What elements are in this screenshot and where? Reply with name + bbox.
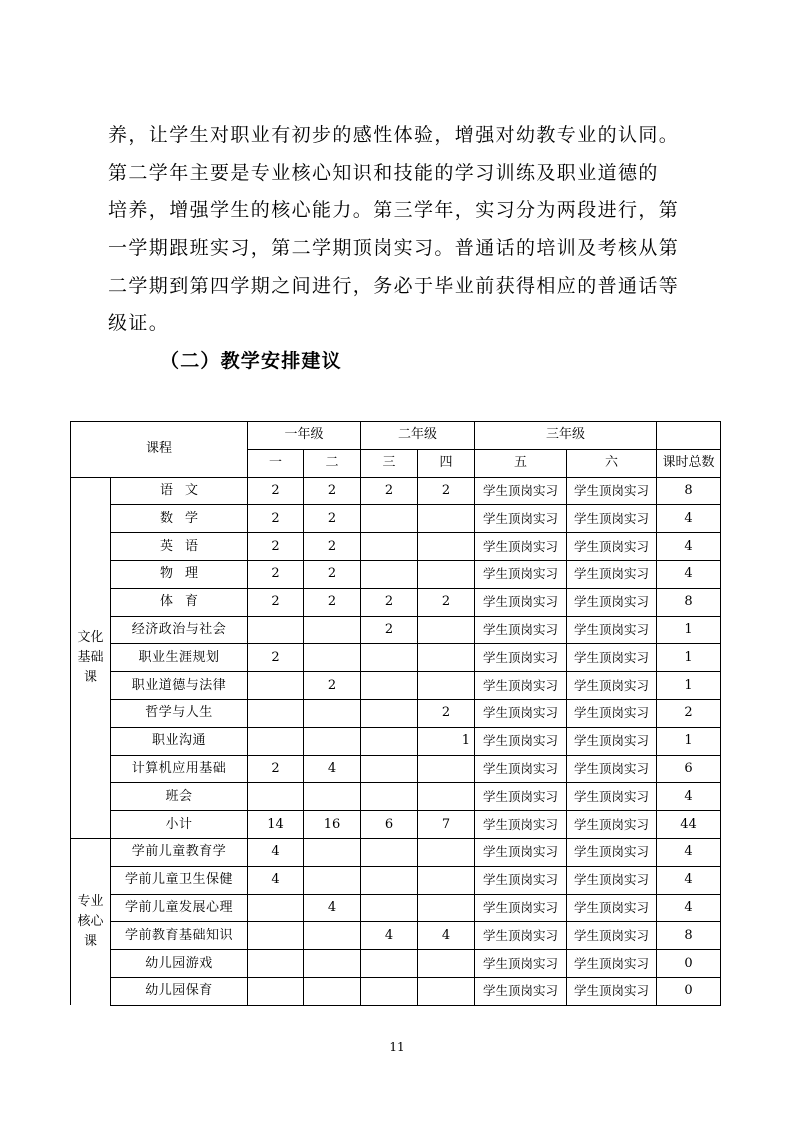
course-name-cell: 哲学与人生 [111, 699, 248, 727]
table-row [71, 866, 721, 894]
category-label-line: 文化 [77, 629, 104, 645]
table-row [71, 922, 721, 950]
total-hours-header: 课时总数 [657, 449, 721, 477]
total-hours-cell: 4 [657, 838, 721, 866]
course-name-cell: 学前儿童教育学 [111, 838, 248, 866]
hours-cell: 2 [304, 588, 361, 616]
hours-cell: 2 [361, 477, 418, 505]
hours-cell [418, 783, 475, 811]
table-row [71, 977, 721, 1005]
table-row [71, 644, 721, 672]
term-header: 五 [475, 449, 567, 477]
hours-cell [304, 838, 361, 866]
total-hours-cell: 44 [657, 811, 721, 839]
course-name-cell: 小计 [111, 811, 248, 839]
table-row [71, 783, 721, 811]
practice-cell: 学生顶岗实习 [475, 977, 567, 1005]
practice-cell: 学生顶岗实习 [567, 616, 657, 644]
practice-cell: 学生顶岗实习 [567, 533, 657, 561]
practice-cell: 学生顶岗实习 [475, 672, 567, 700]
paragraph-line: 培养，增强学生的核心能力。第三学年，实习分为两段进行，第 [108, 199, 680, 222]
hours-cell: 14 [248, 811, 304, 839]
practice-cell: 学生顶岗实习 [567, 894, 657, 922]
hours-cell: 2 [361, 588, 418, 616]
course-header: 课程 [71, 422, 248, 478]
hours-cell [304, 616, 361, 644]
total-hours-cell: 0 [657, 977, 721, 1005]
table-row [71, 560, 721, 588]
hours-cell: 2 [248, 560, 304, 588]
hours-cell: 7 [418, 811, 475, 839]
table-body [71, 422, 721, 1006]
practice-cell: 学生顶岗实习 [475, 560, 567, 588]
hours-cell [361, 505, 418, 533]
practice-cell: 学生顶岗实习 [567, 644, 657, 672]
hours-cell: 4 [248, 866, 304, 894]
hours-cell [248, 699, 304, 727]
year3-header: 三年级 [475, 422, 657, 450]
practice-cell: 学生顶岗实习 [567, 977, 657, 1005]
practice-cell: 学生顶岗实习 [475, 922, 567, 950]
total-hours-cell: 8 [657, 588, 721, 616]
course-name-cell: 学前教育基础知识 [111, 922, 248, 950]
course-name-cell: 经济政治与社会 [111, 616, 248, 644]
practice-cell: 学生顶岗实习 [475, 505, 567, 533]
hours-cell: 2 [248, 644, 304, 672]
hours-cell: 2 [418, 699, 475, 727]
table-row [71, 727, 721, 755]
hours-cell [248, 950, 304, 978]
practice-cell: 学生顶岗实习 [475, 950, 567, 978]
hours-cell: 2 [304, 505, 361, 533]
hours-cell [361, 533, 418, 561]
hours-cell [248, 616, 304, 644]
teaching-schedule-table [70, 421, 721, 1006]
table-row [71, 477, 721, 505]
practice-cell: 学生顶岗实习 [567, 866, 657, 894]
year2-header: 二年级 [361, 422, 475, 450]
hours-cell: 4 [418, 922, 475, 950]
hours-cell: 2 [304, 533, 361, 561]
hours-cell [248, 894, 304, 922]
practice-cell: 学生顶岗实习 [567, 588, 657, 616]
course-name-cell: 职业生涯规划 [111, 644, 248, 672]
hours-cell [248, 672, 304, 700]
table-row [71, 811, 721, 839]
paragraph-line: 第二学年主要是专业核心知识和技能的学习训练及职业道德的 [108, 161, 659, 184]
total-hours-cell: 4 [657, 560, 721, 588]
hours-cell: 6 [361, 811, 418, 839]
course-name-cell: 物理 [111, 560, 248, 588]
page-number: 11 [389, 1040, 405, 1054]
hours-cell: 2 [304, 672, 361, 700]
hours-cell [248, 922, 304, 950]
term-header: 三 [361, 449, 418, 477]
total-hours-cell: 8 [657, 477, 721, 505]
hours-cell [304, 950, 361, 978]
table-row [71, 894, 721, 922]
practice-cell: 学生顶岗实习 [567, 727, 657, 755]
hours-cell [418, 838, 475, 866]
body-paragraph [108, 117, 708, 343]
year1-header: 一年级 [248, 422, 361, 450]
hours-cell [361, 727, 418, 755]
hours-cell [304, 783, 361, 811]
hours-cell: 2 [248, 505, 304, 533]
core-category-cell [71, 838, 111, 1005]
table-row [71, 616, 721, 644]
term-header: 一 [248, 449, 304, 477]
practice-cell: 学生顶岗实习 [475, 755, 567, 783]
total-hours-cell: 1 [657, 672, 721, 700]
total-hours-cell: 2 [657, 699, 721, 727]
course-name-cell: 数学 [111, 505, 248, 533]
hours-cell [361, 699, 418, 727]
practice-cell: 学生顶岗实习 [475, 699, 567, 727]
term-header: 二 [304, 449, 361, 477]
hours-cell [361, 977, 418, 1005]
hours-cell [418, 950, 475, 978]
practice-cell: 学生顶岗实习 [567, 922, 657, 950]
paragraph-line: 养，让学生对职业有初步的感性体验，增强对幼教专业的认同。 [108, 124, 680, 146]
course-name-cell: 英语 [111, 533, 248, 561]
empty-header-cell [657, 422, 721, 450]
hours-cell [418, 533, 475, 561]
hours-cell [304, 977, 361, 1005]
category-label-line: 核心 [77, 914, 104, 930]
total-hours-cell: 4 [657, 533, 721, 561]
hours-cell [418, 866, 475, 894]
hours-cell: 4 [304, 755, 361, 783]
total-hours-cell: 6 [657, 755, 721, 783]
practice-cell: 学生顶岗实习 [567, 560, 657, 588]
hours-cell: 4 [304, 894, 361, 922]
practice-cell: 学生顶岗实习 [567, 505, 657, 533]
hours-cell [304, 699, 361, 727]
category-label-line: 专业 [77, 894, 104, 910]
hours-cell: 2 [304, 560, 361, 588]
practice-cell: 学生顶岗实习 [475, 477, 567, 505]
hours-cell: 2 [418, 477, 475, 505]
hours-cell [361, 672, 418, 700]
hours-cell [418, 672, 475, 700]
paragraph-line: 级证。 [108, 312, 170, 335]
hours-cell: 4 [248, 838, 304, 866]
total-hours-cell: 8 [657, 922, 721, 950]
total-hours-cell: 4 [657, 783, 721, 811]
practice-cell: 学生顶岗实习 [567, 477, 657, 505]
course-name-cell: 体育 [111, 588, 248, 616]
course-name-cell: 学前儿童卫生保健 [111, 866, 248, 894]
hours-cell [304, 727, 361, 755]
hours-cell: 2 [361, 616, 418, 644]
hours-cell [304, 644, 361, 672]
course-name-cell: 幼儿园游戏 [111, 950, 248, 978]
category-label-line: 基础 [77, 649, 104, 665]
paragraph-line: 一学期跟班实习，第二学期顶岗实习。普通话的培训及考核从第 [108, 237, 680, 260]
course-name-cell: 职业道德与法律 [111, 672, 248, 700]
course-name-cell: 语文 [111, 477, 248, 505]
hours-cell [361, 838, 418, 866]
practice-cell: 学生顶岗实习 [475, 644, 567, 672]
course-name-cell: 计算机应用基础 [111, 755, 248, 783]
hours-cell: 1 [418, 727, 475, 755]
hours-cell [361, 783, 418, 811]
practice-cell: 学生顶岗实习 [567, 783, 657, 811]
practice-cell: 学生顶岗实习 [567, 811, 657, 839]
term-header: 六 [567, 449, 657, 477]
total-hours-cell: 1 [657, 644, 721, 672]
table-row [71, 588, 721, 616]
hours-cell: 4 [361, 922, 418, 950]
total-hours-cell: 4 [657, 505, 721, 533]
practice-cell: 学生顶岗实习 [475, 811, 567, 839]
hours-cell [248, 977, 304, 1005]
section-heading: （二）教学安排建议 [160, 350, 342, 372]
hours-cell [361, 866, 418, 894]
practice-cell: 学生顶岗实习 [567, 699, 657, 727]
practice-cell: 学生顶岗实习 [475, 727, 567, 755]
practice-cell: 学生顶岗实习 [567, 672, 657, 700]
table-row [71, 533, 721, 561]
course-name-cell: 班会 [111, 783, 248, 811]
hours-cell: 16 [304, 811, 361, 839]
hours-cell [304, 866, 361, 894]
course-name-cell: 学前儿童发展心理 [111, 894, 248, 922]
hours-cell [418, 616, 475, 644]
hours-cell [418, 644, 475, 672]
practice-cell: 学生顶岗实习 [475, 866, 567, 894]
table-row [71, 672, 721, 700]
hours-cell [248, 727, 304, 755]
practice-cell: 学生顶岗实习 [475, 533, 567, 561]
hours-cell: 2 [248, 755, 304, 783]
course-name-cell: 职业沟通 [111, 727, 248, 755]
hours-cell [361, 560, 418, 588]
hours-cell: 2 [248, 477, 304, 505]
paragraph-line: 二学期到第四学期之间进行，务必于毕业前获得相应的普通话等 [108, 274, 680, 297]
table-row [71, 505, 721, 533]
hours-cell [361, 894, 418, 922]
hours-cell: 2 [418, 588, 475, 616]
total-hours-cell: 4 [657, 894, 721, 922]
hours-cell [418, 505, 475, 533]
total-hours-cell: 1 [657, 727, 721, 755]
practice-cell: 学生顶岗实习 [567, 838, 657, 866]
hours-cell [418, 977, 475, 1005]
course-name-cell: 幼儿园保育 [111, 977, 248, 1005]
hours-cell [304, 922, 361, 950]
header-row-years [71, 422, 721, 450]
hours-cell [418, 560, 475, 588]
practice-cell: 学生顶岗实习 [567, 950, 657, 978]
hours-cell: 2 [248, 533, 304, 561]
hours-cell [361, 950, 418, 978]
hours-cell [248, 783, 304, 811]
total-hours-cell: 4 [657, 866, 721, 894]
category-label-line: 课 [83, 934, 97, 950]
culture-category-cell [71, 477, 111, 838]
table-row [71, 950, 721, 978]
hours-cell [361, 644, 418, 672]
term-header: 四 [418, 449, 475, 477]
total-hours-cell: 0 [657, 950, 721, 978]
hours-cell: 2 [304, 477, 361, 505]
practice-cell: 学生顶岗实习 [567, 755, 657, 783]
hours-cell [418, 755, 475, 783]
total-hours-cell: 1 [657, 616, 721, 644]
table-row [71, 838, 721, 866]
practice-cell: 学生顶岗实习 [475, 838, 567, 866]
hours-cell [418, 894, 475, 922]
practice-cell: 学生顶岗实习 [475, 588, 567, 616]
category-label-line: 课 [83, 669, 97, 685]
practice-cell: 学生顶岗实习 [475, 783, 567, 811]
practice-cell: 学生顶岗实习 [475, 616, 567, 644]
hours-cell: 2 [248, 588, 304, 616]
table-row [71, 755, 721, 783]
table-row [71, 699, 721, 727]
hours-cell [361, 755, 418, 783]
practice-cell: 学生顶岗实习 [475, 894, 567, 922]
